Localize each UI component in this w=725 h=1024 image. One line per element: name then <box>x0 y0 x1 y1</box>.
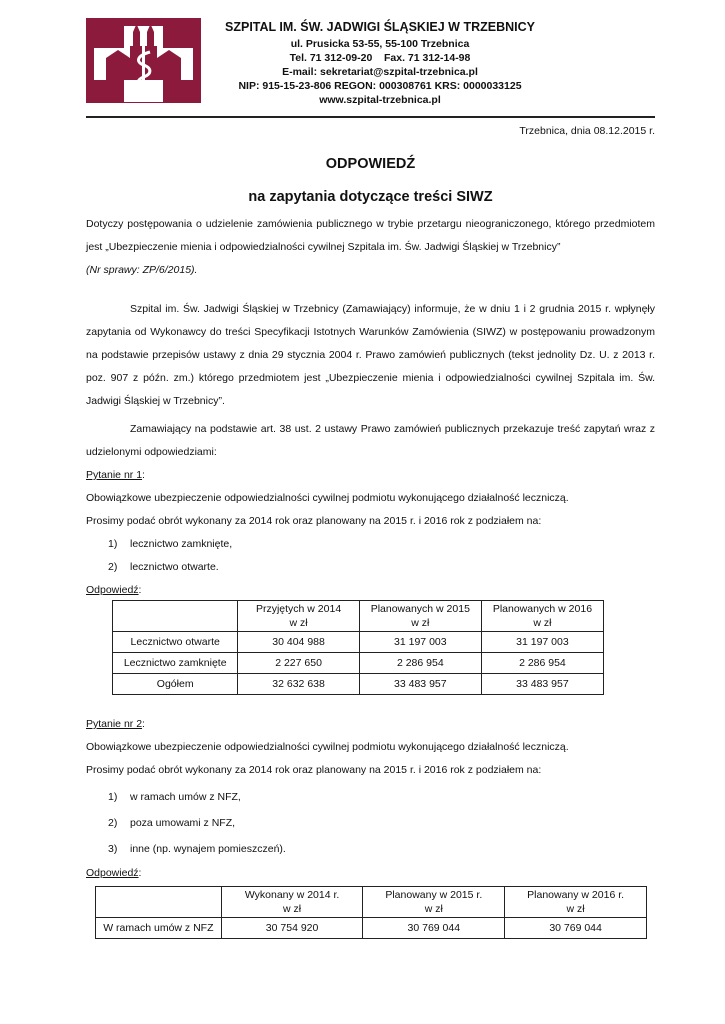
answer-2-label: Odpowiedź <box>86 867 139 879</box>
hospital-email: E-mail: sekretariat@szpital-trzebnica.pl <box>282 66 478 78</box>
table-corner <box>96 887 222 918</box>
question-2-line1: Obowiązkowe ubezpieczenie odpowiedzialności cywilnej podmiotu wykonującego działalność leczniczą. <box>86 741 569 753</box>
header-unit: w zł <box>424 903 443 915</box>
header-top: Przyjętych w 2014 <box>255 603 342 615</box>
table-corner <box>113 601 238 632</box>
cell-value: 33 483 957 <box>481 674 603 695</box>
hospital-logo <box>86 18 201 103</box>
list-item-num: 1) <box>108 538 118 550</box>
document-date: Trzebnica, dnia 08.12.2015 r. <box>519 125 655 137</box>
hospital-address: ul. Prusicka 53-55, 55-100 Trzebnica <box>290 38 470 50</box>
header-top: Wykonany w 2014 r. <box>244 889 340 901</box>
answer-2-table <box>95 886 647 939</box>
header-top: Planowany w 2015 r. <box>385 889 483 901</box>
question-2-colon: : <box>142 718 145 730</box>
paragraph-2: Zamawiający na podstawie art. 38 ust. 2 ustawy Prawo zamówień publicznych przekazuje treść zapytań wraz z udzielonymi odpowiedziami: <box>86 423 655 458</box>
hospital-name: SZPITAL IM. ŚW. JADWIGI ŚLĄSKIEJ W TRZEBNICY <box>225 20 535 34</box>
question-2-list <box>86 782 655 862</box>
header-unit: w zł <box>411 617 430 629</box>
list-item-text: inne (np. wynajem pomieszczeń). <box>130 843 286 855</box>
header-unit: w zł <box>283 903 302 915</box>
cell-value: 31 197 003 <box>481 632 603 653</box>
table-header <box>505 887 647 918</box>
list-item-num: 2) <box>108 561 118 573</box>
question-1-colon: : <box>142 469 145 481</box>
cell-value: 31 197 003 <box>359 632 481 653</box>
cell-value: 33 483 957 <box>359 674 481 695</box>
list-item-num: 3) <box>108 843 118 855</box>
question-2-label: Pytanie nr 2 <box>86 718 143 730</box>
paragraph-1: Szpital im. Św. Jadwigi Śląskiej w Trzebnicy (Zamawiający) informuje, że w dniu 1 i 2 grudnia 2015 r. wpłynęły zapytania od Wykonawcy do treści Specyfikacji Istotnych Warunków Zamówienia (SIWZ) w postępowaniu prowadzonym na podstawie przepisów ustawy z dnia 29 stycznia 2004 r. Prawo zamówień publicznych (tekst jednolity Dz. U. z 2013 r. poz. 907 z późn. zm.) którego przedmiotem jest „Ubezpieczenie mienia i odpowiedzialności cywilnej Szpitala im. Św. Jadwigi Śląskiej w Trzebnicy”. <box>86 303 655 407</box>
header-top: Planowanych w 2016 <box>492 603 593 615</box>
table-row <box>113 632 604 653</box>
header-divider <box>86 116 655 118</box>
document-subtitle: na zapytania dotyczące treści SIWZ <box>248 189 493 205</box>
question-1 <box>86 464 655 602</box>
case-number: (Nr sprawy: ZP/6/2015). <box>86 264 198 276</box>
cell-value: 30 769 044 <box>363 918 505 939</box>
row-label: W ramach umów z NFZ <box>96 918 222 939</box>
table-row <box>113 674 604 695</box>
header-top: Planowany w 2016 r. <box>527 889 625 901</box>
question-1-label: Pytanie nr 1 <box>86 469 143 481</box>
question-2-line2: Prosimy podać obrót wykonany za 2014 rok oraz planowany na 2015 r. i 2016 rok z podziałem na: <box>86 764 542 776</box>
row-label: Lecznictwo otwarte <box>113 632 238 653</box>
cell-value: 30 754 920 <box>221 918 363 939</box>
answer-1-colon: : <box>138 584 142 596</box>
table-row <box>113 653 604 674</box>
cell-value: 2 227 650 <box>238 653 359 674</box>
hospital-website: www.szpital-trzebnica.pl <box>319 94 441 106</box>
header-unit: w zł <box>289 617 308 629</box>
answer-2-colon: : <box>138 867 142 879</box>
table-header <box>221 887 363 918</box>
list-item-num: 2) <box>108 817 118 829</box>
hospital-phone: Tel. 71 312-09-20 Fax. 71 312-14-98 <box>289 52 471 64</box>
list-item-text: poza umowami z NFZ, <box>130 817 236 829</box>
cell-value: 2 286 954 <box>481 653 603 674</box>
cell-value: 30 404 988 <box>238 632 359 653</box>
question-2 <box>86 713 655 885</box>
table-header <box>481 601 603 632</box>
table-header <box>238 601 359 632</box>
list-item-num: 1) <box>108 791 118 803</box>
intro-paragraph <box>86 213 655 282</box>
hospital-ids: NIP: 915-15-23-806 REGON: 000308761 KRS: 0000033125 <box>238 80 522 92</box>
letterhead <box>200 20 560 107</box>
question-1-list <box>86 533 655 579</box>
table-row <box>96 918 647 939</box>
document-title: ODPOWIEDŹ <box>325 156 416 172</box>
answer-1-table <box>112 600 604 695</box>
list-item-text: w ramach umów z NFZ, <box>130 791 241 803</box>
row-label: Lecznictwo zamknięte <box>113 653 238 674</box>
cell-value: 32 632 638 <box>238 674 359 695</box>
row-label: Ogółem <box>113 674 238 695</box>
cell-value: 2 286 954 <box>359 653 481 674</box>
cell-value: 30 769 044 <box>505 918 647 939</box>
table-header <box>359 601 481 632</box>
question-1-line1: Obowiązkowe ubezpieczenie odpowiedzialności cywilnej podmiotu wykonującego działalność leczniczą. <box>86 492 569 504</box>
intro-text: Dotyczy postępowania o udzielenie zamówienia publicznego w trybie przetargu nieograniczonego, którego przedmiotem jest „Ubezpieczenie mienia i odpowiedzialności cywilnej Szpitala im. Św. Jadwigi Śląskiej w Trzebnicy” <box>86 218 655 253</box>
header-unit: w zł <box>533 617 552 629</box>
list-item-text: lecznictwo zamknięte, <box>130 538 233 550</box>
header-unit: w zł <box>566 903 585 915</box>
question-1-line2: Prosimy podać obrót wykonany za 2014 rok oraz planowany na 2015 r. i 2016 rok z podziałem na: <box>86 515 542 527</box>
list-item-text: lecznictwo otwarte. <box>130 561 219 573</box>
answer-1-label: Odpowiedź <box>86 584 139 596</box>
header-top: Planowanych w 2015 <box>370 603 470 615</box>
table-header <box>363 887 505 918</box>
